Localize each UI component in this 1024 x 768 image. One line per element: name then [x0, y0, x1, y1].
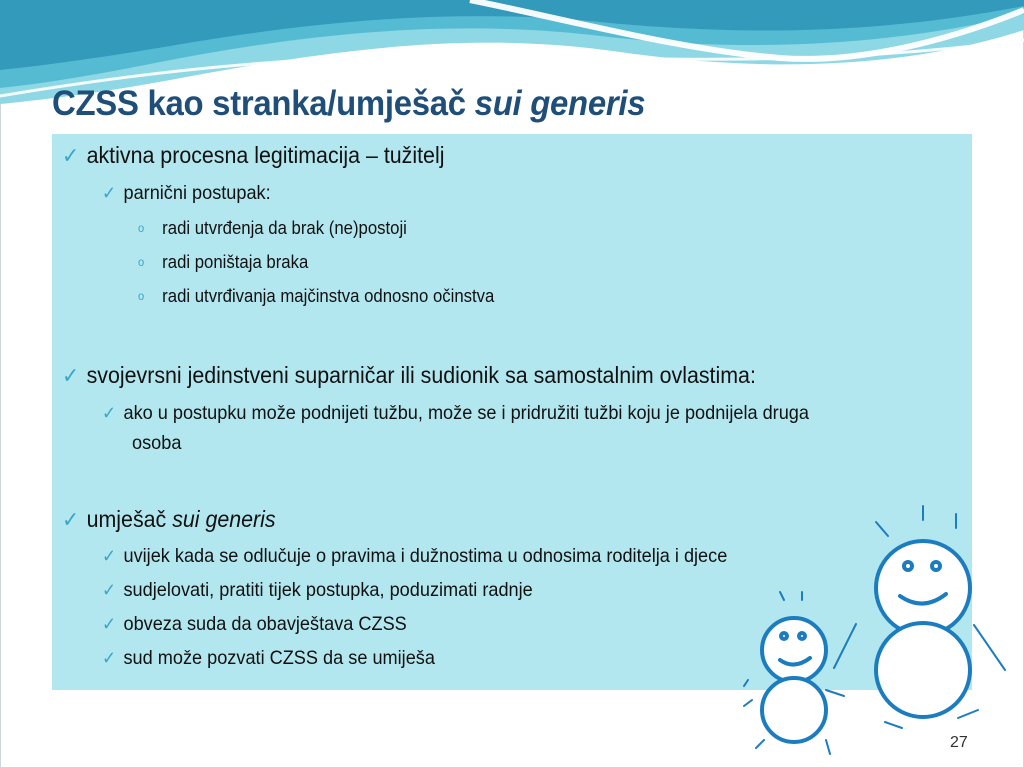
bullet-3-4-text: sud može pozvati CZSS da se umiješa: [123, 647, 435, 669]
bullet-1-1-text: parnični postupak:: [123, 182, 271, 204]
bullet-2-1-text: ako u postupku može podnijeti tužbu, može se i pridružiti tužbi koju je podnijela druga: [123, 402, 809, 424]
bullet-1-1: [102, 182, 271, 205]
bullet-1-1-2-text: radi poništaja braka: [162, 252, 309, 272]
bullet-1-1-1: [138, 218, 407, 239]
bullet-3-4: [102, 647, 435, 670]
smiley-figures-illustration: [730, 500, 1020, 765]
bullet-3-2-text: sudjelovati, pratiti tijek postupka, poduzimati radnje: [123, 579, 533, 601]
bullet-3-italic-text: sui generis: [172, 506, 276, 532]
check-icon: ✓: [102, 648, 117, 668]
bullet-3-text: umješač: [86, 506, 173, 532]
bullet-2-1-continuation: osoba: [132, 432, 182, 454]
page-number: 27: [950, 734, 968, 751]
check-icon: ✓: [62, 363, 80, 388]
slide-title: [52, 84, 645, 124]
title-main-text: CZSS kao stranka/umješač: [52, 84, 475, 123]
bullet-2-text: svojevrsni jedinstveni suparničar ili sudionik sa samostalnim ovlastima:: [86, 362, 756, 388]
bullet-1-text: aktivna procesna legitimacija – tužitelj: [86, 142, 445, 168]
check-icon: ✓: [62, 143, 80, 168]
bullet-1-1-2: [138, 252, 308, 273]
bullet-3-2: [102, 579, 533, 602]
small-figure: [762, 618, 826, 742]
circle-bullet-icon: o: [138, 221, 145, 235]
bullet-1-1-3-text: radi utvrđivanja majčinstva odnosno očinstva: [162, 286, 495, 306]
bullet-1-1-3: [138, 286, 494, 307]
bullet-1: [62, 142, 444, 169]
check-icon: ✓: [102, 183, 117, 203]
circle-bullet-icon: o: [138, 289, 145, 303]
check-icon: ✓: [102, 546, 117, 566]
check-icon: ✓: [102, 403, 117, 423]
bullet-3-1: [102, 545, 727, 568]
check-icon: ✓: [102, 580, 117, 600]
bullet-2-1: [102, 402, 809, 425]
circle-bullet-icon: o: [138, 255, 145, 269]
bullet-3-1-text: uvijek kada se odlučuje o pravima i dužnostima u odnosima roditelja i djece: [123, 545, 728, 567]
large-figure: [876, 541, 970, 717]
check-icon: ✓: [62, 507, 80, 532]
bullet-2: [62, 362, 756, 389]
bullet-3-3: [102, 613, 407, 636]
bullet-1-1-1-text: radi utvrđenja da brak (ne)postoji: [162, 218, 407, 238]
bullet-3: [62, 506, 276, 533]
bullet-3-3-text: obveza suda da obavještava CZSS: [123, 613, 407, 635]
title-italic-text: sui generis: [474, 84, 646, 123]
check-icon: ✓: [102, 614, 117, 634]
